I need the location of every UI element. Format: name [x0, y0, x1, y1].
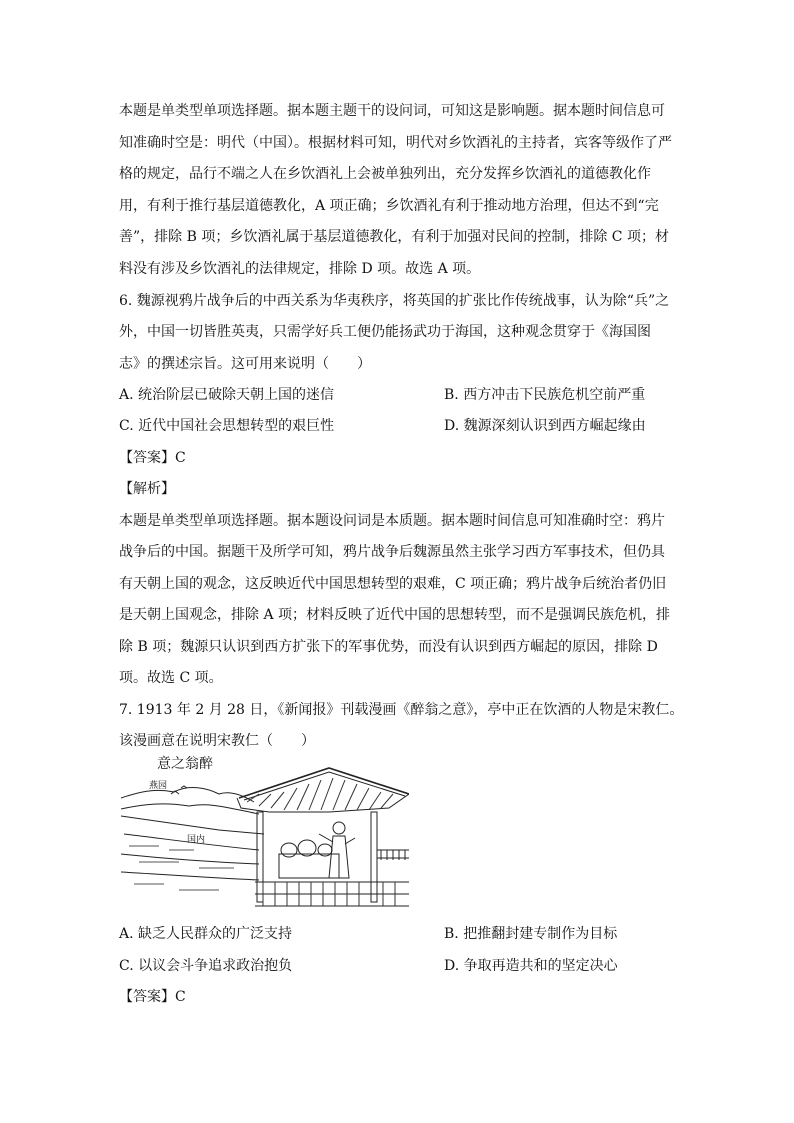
analysis-prev-line: 本题是单类型单项选择题。据本题主题干的设问词，可知这是影响题。据本题时间信息可: [119, 103, 665, 119]
analysis-prev-line: 用，有利于推行基层道德教化，A 项正确；乡饮酒礼有利于推动地方治理，但达不到“完: [119, 198, 659, 214]
q6-stem-line: 6. 魏源视鸦片战争后的中西关系为华夷秩序，将英国的扩张比作传统战事，认为除“兵”之: [119, 293, 670, 309]
q6-analysis-line: 战争后的中国。据题干及所学可知，鸦片战争后魏源虽然主张学习西方军事技术，但仍具: [119, 544, 665, 560]
q7-option-a: A. 缺乏人民群众的广泛支持: [119, 926, 293, 942]
q6-analysis-line: 除 B 项；魏源只认识到西方扩张下的军事优势，而没有认识到西方崛起的原因，排除 D: [119, 639, 658, 655]
q6-answer: 【答案】C: [119, 450, 186, 466]
q6-stem-line: 外，中国一切皆胜英夷，只需学好兵工便仍能扬武功于海国，这种观念贯穿于《海国图: [119, 324, 651, 340]
q6-option-a: A. 统治阶层已破除天朝上国的迷信: [119, 387, 335, 403]
cartoon-illustration: [119, 754, 409, 914]
analysis-prev-line: 善”，排除 B 项；乡饮酒礼属于基层道德教化，有利于加强对民间的控制，排除 C 项；材: [119, 229, 669, 245]
q6-analysis-label: 【解析】: [119, 481, 175, 497]
analysis-prev-line: 料没有涉及乡饮酒礼的法律规定，排除 D 项。故选 A 项。: [119, 261, 481, 277]
q7-option-c: C. 以议会斗争追求政治抱负: [119, 958, 293, 974]
q7-option-d: D. 争取再造共和的坚定决心: [444, 958, 618, 974]
q6-analysis-line: 是天朝上国观念，排除 A 项；材料反映了近代中国的思想转型，而不是强调民族危机，排: [119, 607, 671, 623]
analysis-prev-line: 格的规定，品行不端之人在乡饮酒礼上会被单独列出，充分发挥乡饮酒礼的道德教化作: [119, 166, 651, 182]
cartoon-label-left: 燕园: [149, 781, 168, 791]
q6-option-d: D. 魏源深刻认识到西方崛起缘由: [444, 418, 646, 434]
q6-analysis-line: 项。故选 C 项。: [119, 670, 223, 686]
q6-option-c: C. 近代中国社会思想转型的艰巨性: [119, 418, 335, 434]
cartoon-label-mid: 国内: [187, 835, 206, 845]
q6-stem-line: 志》的撰述宗旨。这可用来说明（ ）: [119, 356, 371, 372]
q6-option-b: B. 西方冲击下民族危机空前严重: [444, 387, 646, 403]
q7-answer: 【答案】C: [119, 989, 186, 1005]
cartoon-title: 意之翁醉: [157, 756, 213, 772]
q7-stem-line: 7. 1913 年 2 月 28 日，《新闻报》刊载漫画《醉翁之意》，亭中正在饮酒的人物是宋教仁。: [119, 702, 684, 718]
q7-stem-line: 该漫画意在说明宋教仁（ ）: [119, 733, 315, 749]
analysis-prev-line: 知准确时空是：明代（中国）。根据材料可知，明代对乡饮酒礼的主持者，宾客等级作了严: [119, 135, 672, 151]
q6-analysis-line: 有天朝上国的观念，这反映近代中国思想转型的艰难，C 项正确；鸦片战争后统治者仍旧: [119, 576, 667, 592]
q7-option-b: B. 把推翻封建专制作为目标: [444, 926, 618, 942]
q6-analysis-line: 本题是单类型单项选择题。据本题设问词是本质题。据本题时间信息可知准确时空：鸦片: [119, 513, 665, 529]
